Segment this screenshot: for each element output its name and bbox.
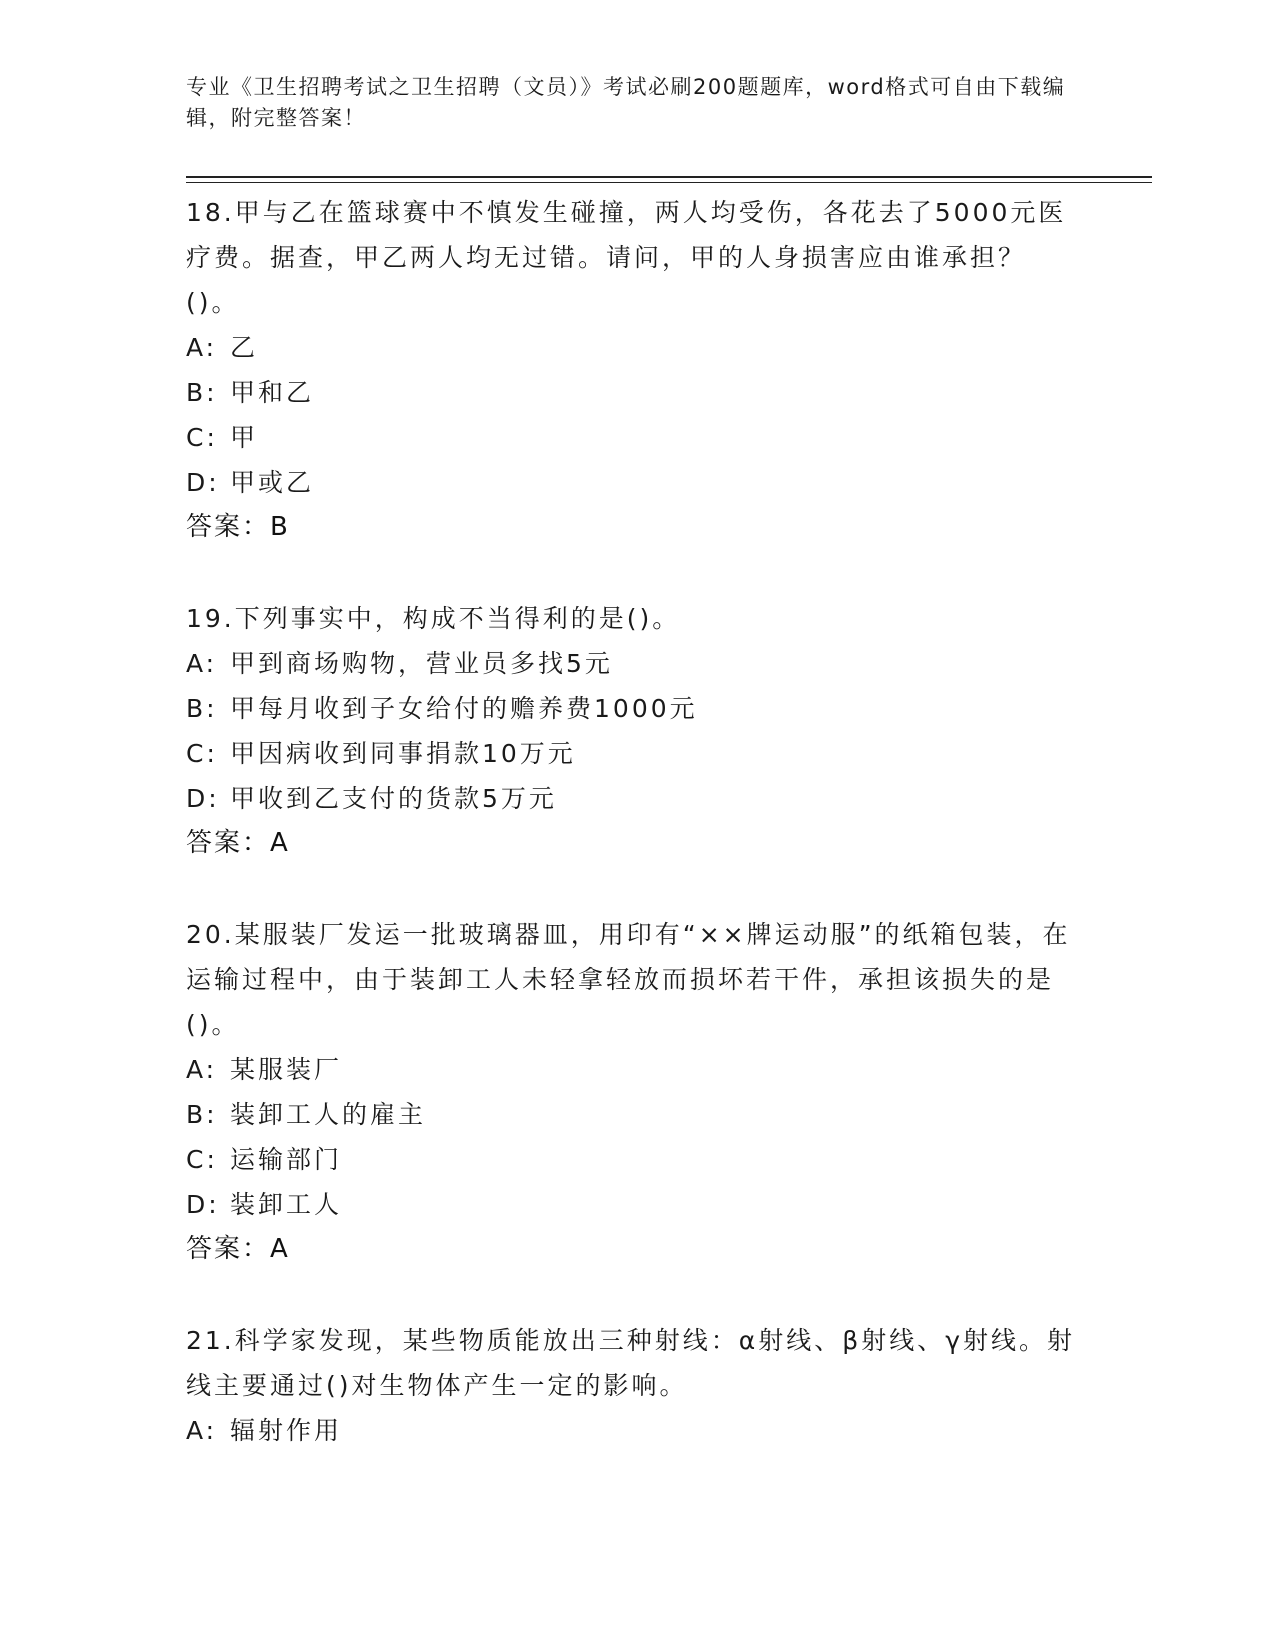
option-letter: A:	[186, 649, 218, 678]
header-rule-thin	[186, 182, 1152, 183]
question-20	[186, 912, 1076, 1272]
option-d	[186, 460, 1076, 505]
answer-line: 答案：B	[186, 512, 290, 542]
option-letter: C:	[186, 423, 218, 452]
option-b	[186, 1092, 1076, 1137]
option-a	[186, 1047, 1076, 1092]
option-letter: C:	[186, 1145, 218, 1174]
option-letter: D:	[186, 784, 220, 813]
option-text: 甲到商场购物，营业员多找5元	[230, 649, 613, 678]
option-text: 甲因病收到同事捐款10万元	[230, 739, 576, 768]
option-a	[186, 641, 1076, 686]
question-18	[186, 190, 1076, 550]
option-text: 运输部门	[230, 1145, 343, 1174]
header-rule-thick	[186, 176, 1152, 178]
option-letter: A:	[186, 333, 218, 362]
option-text: 乙	[230, 333, 259, 362]
option-b	[186, 370, 1076, 415]
option-text: 某服装厂	[230, 1055, 343, 1084]
option-text: 甲或乙	[230, 468, 315, 497]
option-text: 甲和乙	[230, 378, 315, 407]
question-stem: 18.甲与乙在篮球赛中不慎发生碰撞，两人均受伤，各花去了5000元医疗费。据查，甲乙两人均无过错。请问，甲的人身损害应由谁承担？()。	[186, 198, 1067, 317]
question-stem: 21.科学家发现，某些物质能放出三种射线：α射线、β射线、γ射线。射线主要通过()对生物体产生一定的影响。	[186, 1326, 1075, 1400]
question-list	[186, 190, 1076, 1499]
option-text: 甲每月收到子女给付的赡养费1000元	[230, 694, 698, 723]
option-text: 甲收到乙支付的货款5万元	[230, 784, 557, 813]
option-a	[186, 1408, 1076, 1453]
option-letter: C:	[186, 739, 218, 768]
option-d	[186, 1182, 1076, 1227]
option-letter: B:	[186, 378, 218, 407]
option-text: 甲	[230, 423, 259, 452]
option-letter: B:	[186, 694, 218, 723]
question-19	[186, 596, 1076, 866]
option-a	[186, 325, 1076, 370]
option-text: 装卸工人	[230, 1190, 343, 1219]
question-stem: 20.某服装厂发运一批玻璃器皿，用印有“××牌运动服”的纸箱包装，在运输过程中，由于装卸工人未轻拿轻放而损坏若干件，承担该损失的是()。	[186, 920, 1071, 1039]
option-d	[186, 776, 1076, 821]
option-letter: D:	[186, 468, 220, 497]
option-letter: A:	[186, 1055, 218, 1084]
question-stem: 19.下列事实中，构成不当得利的是()。	[186, 604, 681, 633]
option-letter: D:	[186, 1190, 220, 1219]
answer-line: 答案：A	[186, 828, 290, 858]
document-header: 专业《卫生招聘考试之卫生招聘（文员）》考试必刷200题题库，word格式可自由下载编辑，附完整答案！	[186, 75, 1066, 130]
question-21	[186, 1318, 1076, 1453]
option-letter: B:	[186, 1100, 218, 1129]
option-c	[186, 415, 1076, 460]
option-text: 装卸工人的雇主	[230, 1100, 427, 1129]
option-b	[186, 686, 1076, 731]
option-letter: A:	[186, 1416, 218, 1445]
option-c	[186, 731, 1076, 776]
option-c	[186, 1137, 1076, 1182]
option-text: 辐射作用	[230, 1416, 343, 1445]
answer-line: 答案：A	[186, 1234, 290, 1264]
